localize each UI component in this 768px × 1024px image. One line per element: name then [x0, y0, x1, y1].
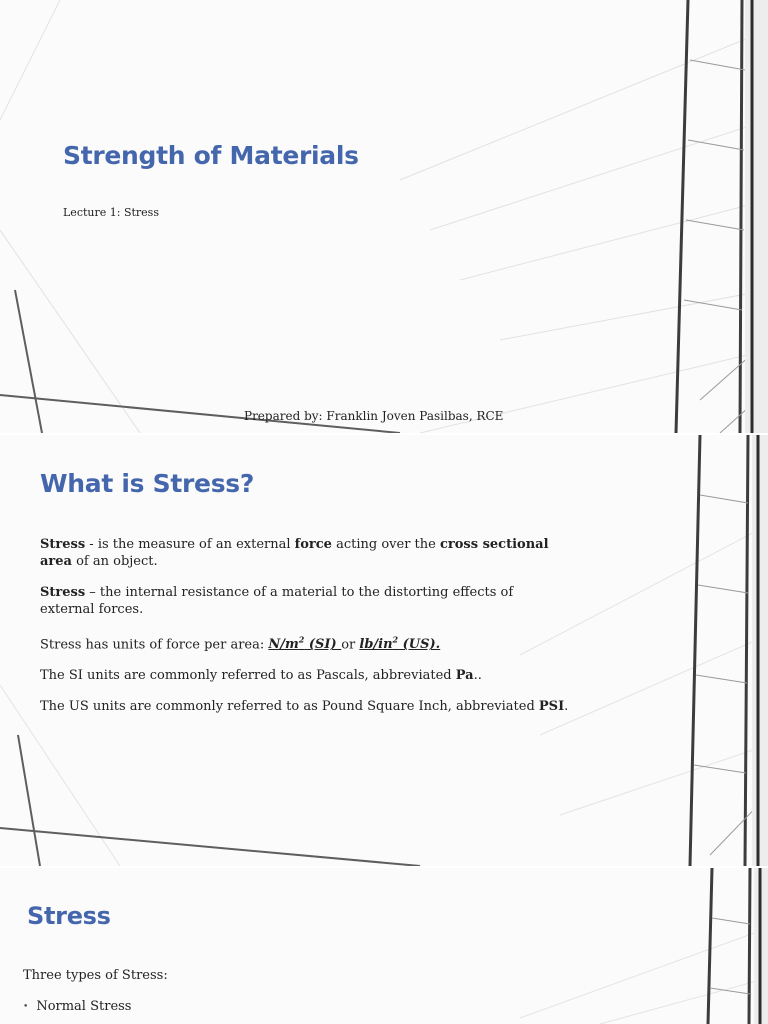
slide-subtitle: Lecture 1: Stress	[63, 206, 159, 219]
paragraph-stress-resistance: Stress – the internal resistance of a material to the distorting effects of external forces.	[40, 585, 514, 617]
paragraph-units: Stress has units of force per area: $N/m^2$ (SI) or $lb/in^2$ (US).	[40, 635, 441, 653]
slide-title: Strength of Materials	[63, 141, 359, 170]
stress-types-list	[23, 999, 131, 1014]
list-item	[23, 999, 131, 1014]
slide-2	[0, 435, 768, 866]
slide-title: What is Stress?	[40, 469, 255, 498]
paragraph-si-units: The SI units are commonly referred to as Pascals, abbreviated Pa..	[40, 668, 482, 684]
prepared-by: Prepared by: Franklin Joven Pasilbas, RCE	[244, 409, 504, 423]
slide-title: Stress	[27, 902, 111, 930]
definition-text	[40, 536, 570, 729]
list-item-label: Normal Stress	[36, 999, 132, 1014]
slide-1	[0, 0, 768, 433]
paragraph-us-units: The US units are commonly referred to as Pound Square Inch, abbreviated PSI.	[40, 699, 569, 715]
bullet-icon: •	[23, 1001, 29, 1012]
paragraph-stress-measure: Stress - is the measure of an external force acting over the cross sectional area of an object.	[40, 537, 549, 569]
types-intro: Three types of Stress:	[23, 968, 168, 983]
slide-3	[0, 868, 768, 1024]
